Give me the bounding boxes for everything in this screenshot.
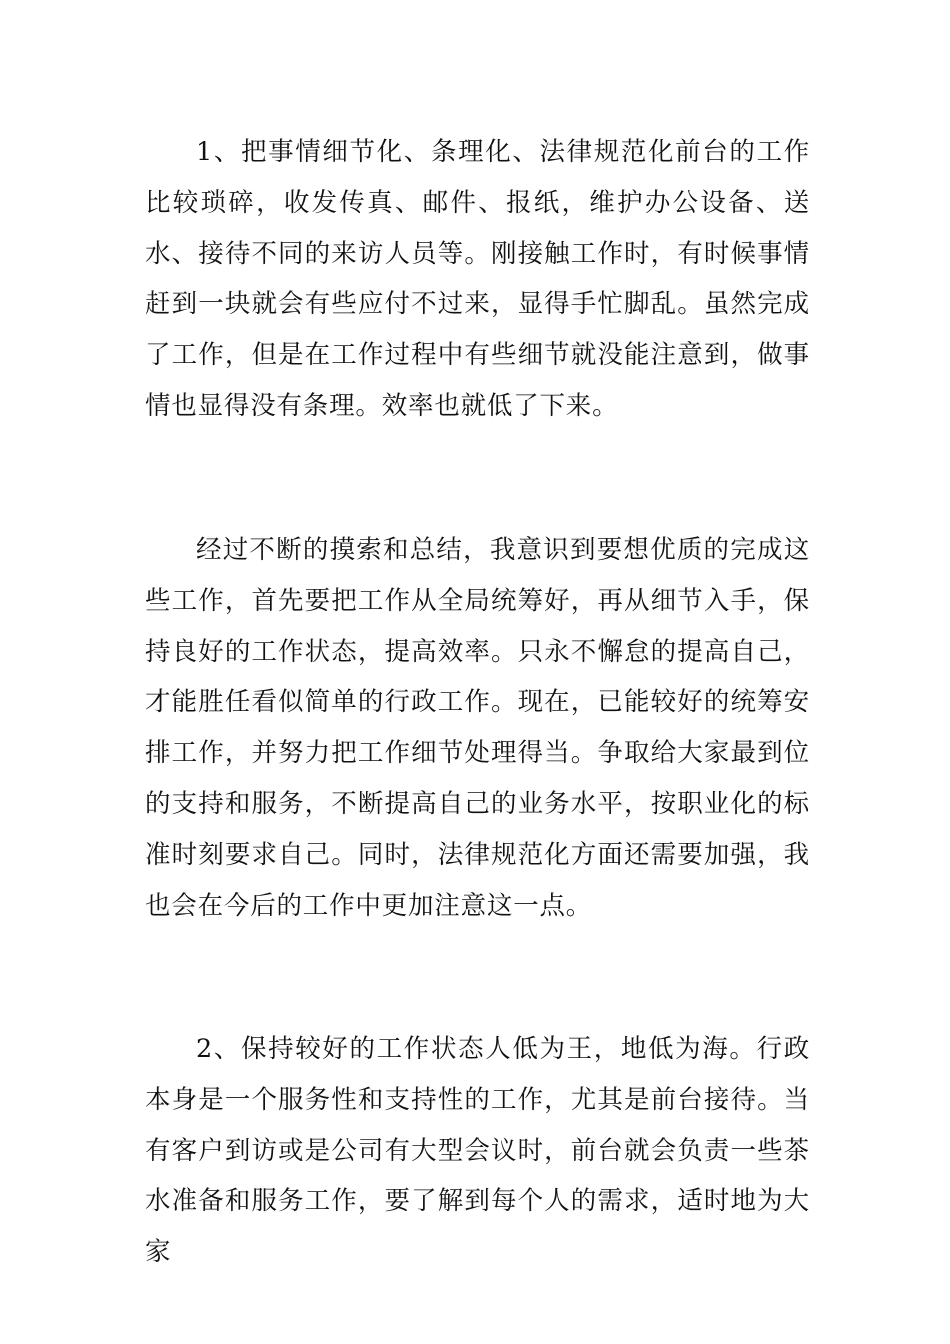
paragraph-2: 经过不断的摸索和总结，我意识到要想优质的完成这些工作，首先要把工作从全局统筹好，再从细节入手，保持良好的工作状态，提高效率。只永不懈怠的提高自己，才能胜任看似简单的行政工作。现在，已能较好的统筹安排工作，并努力把工作细节处理得当。争取给大家最到位的支持和服务，不断提高自己的业务水平，按职业化的标准时刻要求自己。同时，法律规范化方面还需要加强，我也会在今后的工作中更加注意这一点。: [145, 535, 810, 921]
paragraph-1: 1、把事情细节化、条理化、法律规范化前台的工作比较琐碎，收发传真、邮件、报纸，维护办公设备、送水、接待不同的来访人员等。刚接触工作时，有时候事情赶到一块就会有些应付不过来，显得手忙脚乱。虽然完成了工作，但是在工作过程中有些细节就没能注意到，做事情也显得没有条理。效率也就低了下来。: [145, 137, 810, 421]
paragraph-3: 2、保持较好的工作状态人低为王，地低为海。行政本身是一个服务性和支持性的工作，尤其是前台接待。当有客户到访或是公司有大型会议时，前台就会负责一些茶水准备和服务工作，要了解到每个人的需求，适时地为大家: [145, 1034, 810, 1268]
